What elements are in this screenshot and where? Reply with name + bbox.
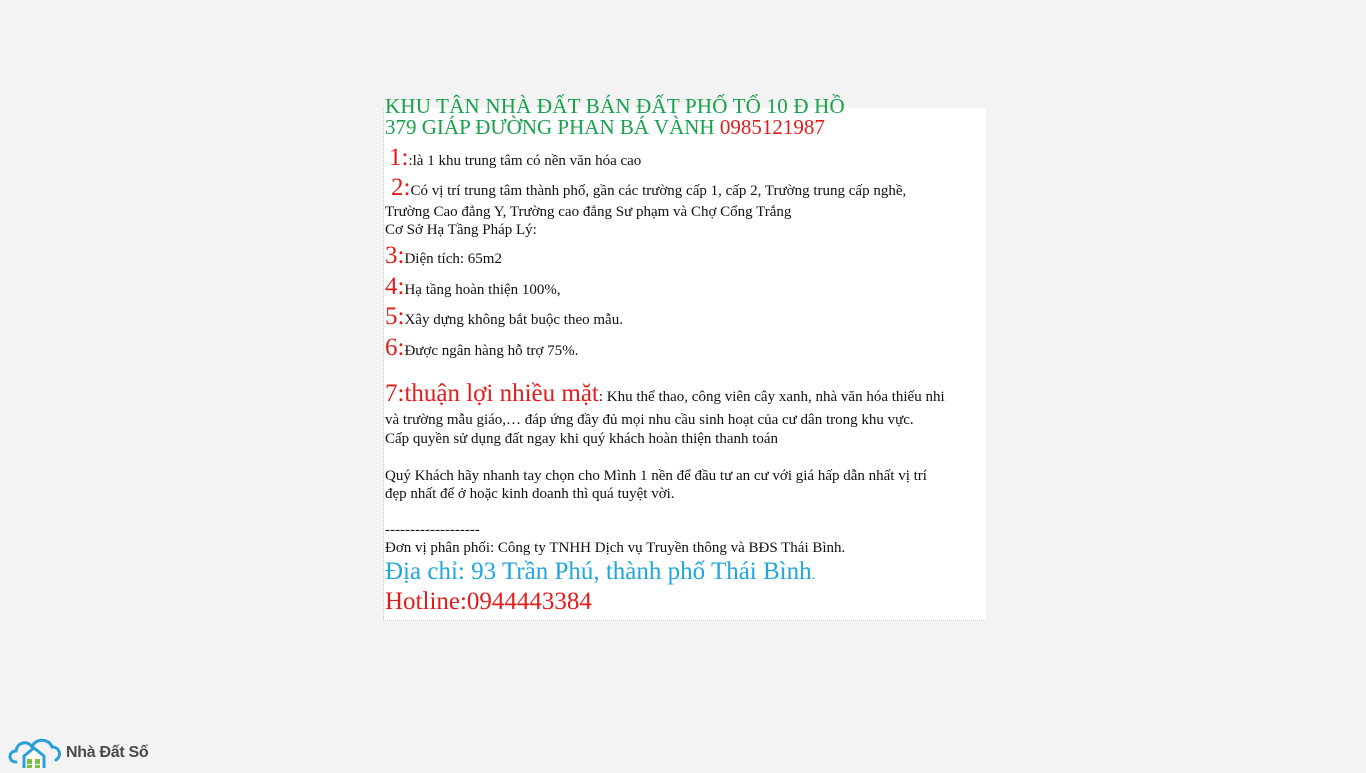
item-7 [385,380,945,408]
item-3-number: 3: [385,242,405,269]
heading-phone: 0985121987 [719,115,825,139]
item-7-text: : Khu thể thao, công viên cây xanh, nhà văn hóa thiếu nhi [598,389,945,405]
land-rights-note: Cấp quyền sử dụng đất ngay khi quý khách hoàn thiện thanh toán [385,431,779,447]
item-1-text: :là 1 khu trung tâm có nền văn hóa cao [408,153,642,169]
distributor-info: Đơn vị phân phối: Công ty TNHH Dịch vụ Truyền thông và BĐS Thái Bình. [385,540,846,556]
call-to-action-line-1: Quý Khách hãy nhanh tay chọn cho Mình 1 nền để đầu tư an cư với giá hấp dẫn nhất vị trí [385,468,927,484]
item-5-number: 5: [385,303,405,330]
item-4-number: 4: [385,273,405,300]
legal-heading: Cơ Sở Hạ Tầng Pháp Lý: [385,222,537,238]
item-1 [385,144,641,172]
item-3 [385,242,502,270]
item-1-number: 1: [389,144,409,171]
listing-content-panel [383,94,986,621]
item-4-text: Hạ tầng hoàn thiện 100%, [404,282,561,298]
item-2-number: 2: [391,174,411,201]
house-cloud-icon [6,732,64,773]
item-5-text: Xây dựng không bắt buộc theo mẫu. [404,312,623,328]
item-2 [385,174,906,202]
listing-heading-cut: KHU TÂN NHÀ ĐẤT BÁN ĐẤT PHỐ TỔ 10 Đ HỒ [385,94,845,118]
heading-address: 379 GIÁP ĐƯỜNG PHAN BÁ VÀNH [385,115,715,139]
logo-text: Nhà Đất Số [66,743,149,761]
separator: ------------------- [385,522,480,538]
item-3-text: Diện tích: 65m2 [404,251,502,267]
item-6-text: Được ngân hàng hỗ trợ 75%. [404,343,579,359]
item-6 [385,334,578,362]
item-2-text-continued: Trường Cao đẳng Y, Trường cao đẳng Sư phạm và Chợ Cổng Trắng [385,204,792,220]
item-6-number: 6: [385,334,405,361]
address-line [385,558,815,586]
item-7-heading: 7:thuận lợi nhiều mặt [385,380,599,407]
item-4 [385,273,561,301]
listing-heading [385,115,825,140]
item-7-text-continued: và trường mẫu giáo,… đáp ứng đầy đủ mọi nhu cầu sinh hoạt của cư dân trong khu vực. [385,412,914,428]
item-5 [385,303,623,331]
item-2-text: Có vị trí trung tâm thành phố, gần các trường cấp 1, cấp 2, Trường trung cấp nghề, [410,183,907,199]
call-to-action-line-2: đẹp nhất để ở hoặc kinh doanh thì quá tuyệt vời. [385,486,675,502]
address-dot: . [811,567,816,583]
address-text: Địa chỉ: 93 Trần Phú, thành phố Thái Bình [385,558,812,585]
site-logo[interactable] [6,732,148,773]
hotline: Hotline:0944443384 [385,588,592,615]
